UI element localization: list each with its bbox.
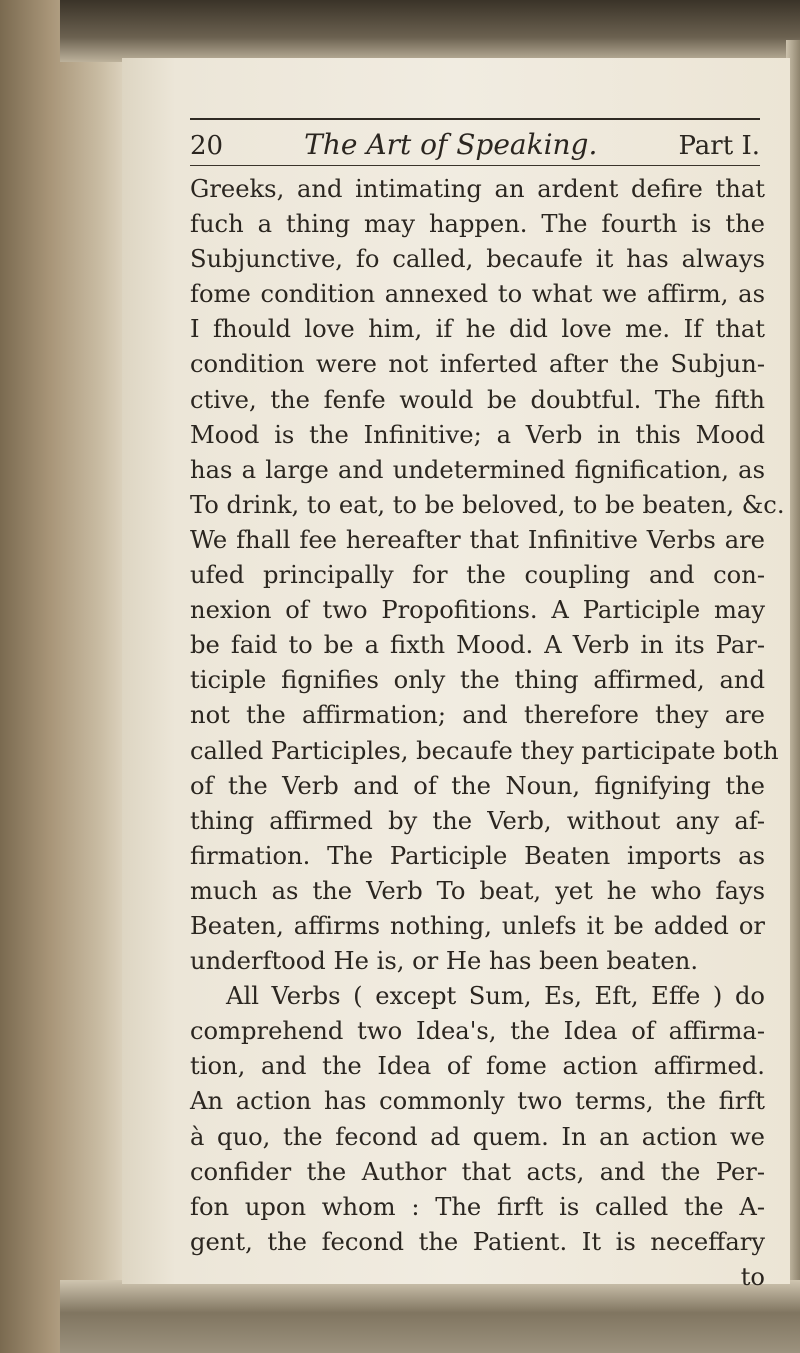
- text-line: Subjunctive, fo called, becaufe it has always: [190, 245, 765, 274]
- text-line: fome condition annexed to what we affirm, as: [190, 280, 765, 309]
- text-line: à quo, the fecond ad quem. In an action we: [190, 1122, 765, 1151]
- book-top-edge: [60, 0, 800, 62]
- text-line: An action has commonly two terms, the firft: [190, 1087, 765, 1116]
- text-line: condition were not inferted after the Subjun-: [190, 350, 765, 379]
- body-text: [190, 172, 785, 1295]
- running-title: The Art of Speaking.: [304, 128, 598, 161]
- text-line: ticiple fignifies only the thing affirmed, and: [190, 666, 765, 695]
- text-line: called Participles, becaufe they participate both: [190, 736, 779, 765]
- text-line: gent, the fecond the Patient. It is neceffary: [190, 1227, 765, 1256]
- text-line: of the Verb and of the Noun, fignifying the: [190, 771, 765, 800]
- text-line: We fhall fee hereafter that Infinitive Verbs are: [190, 525, 765, 554]
- text-line: fuch a thing may happen. The fourth is the: [190, 210, 765, 239]
- text-line: be faid to be a fixth Mood. A Verb in its Par-: [190, 631, 765, 660]
- text-line: has a large and undetermined fignification, as: [190, 455, 765, 484]
- part-label: Part I.: [678, 131, 760, 161]
- text-line: ufed principally for the coupling and con-: [190, 561, 765, 590]
- text-line: thing affirmed by the Verb, without any af-: [190, 806, 765, 835]
- text-line: Mood is the Infinitive; a Verb in this Mood: [190, 420, 765, 449]
- text-line: I fhould love him, if he did love me. If that: [190, 315, 765, 344]
- text-line: All Verbs ( except Sum, Es, Eft, Effe ) do: [226, 982, 765, 1011]
- text-line: underftood He is, or He has been beaten.: [190, 947, 699, 976]
- text-line: firmation. The Participle Beaten imports as: [190, 841, 765, 870]
- text-line: Greeks, and intimating an ardent defire that: [190, 175, 765, 203]
- text-line: fon upon whom : The firft is called the A-: [190, 1192, 765, 1221]
- text-line: ctive, the fenfe would be doubtful. The fifth: [190, 385, 765, 414]
- top-rule: [190, 118, 760, 120]
- text-line: much as the Verb To beat, yet he who fays: [190, 876, 765, 905]
- running-header: [190, 128, 760, 166]
- catchword: to: [740, 1262, 765, 1291]
- text-line: not the affirmation; and therefore they are: [190, 701, 765, 730]
- text-line: tion, and the Idea of fome action affirmed.: [190, 1052, 765, 1081]
- text-line: comprehend two Idea's, the Idea of affirma-: [190, 1017, 765, 1046]
- text-line: confider the Author that acts, and the Per-: [190, 1157, 765, 1186]
- text-line: Beaten, affirms nothing, unlefs it be added or: [190, 911, 765, 940]
- book-gutter: [0, 0, 125, 1353]
- text-line: nexion of two Propofitions. A Participle may: [190, 596, 765, 625]
- page-text: [190, 118, 785, 1295]
- text-line: To drink, to eat, to be beloved, to be beaten, &c.: [190, 490, 785, 519]
- page-number: 20: [190, 131, 224, 161]
